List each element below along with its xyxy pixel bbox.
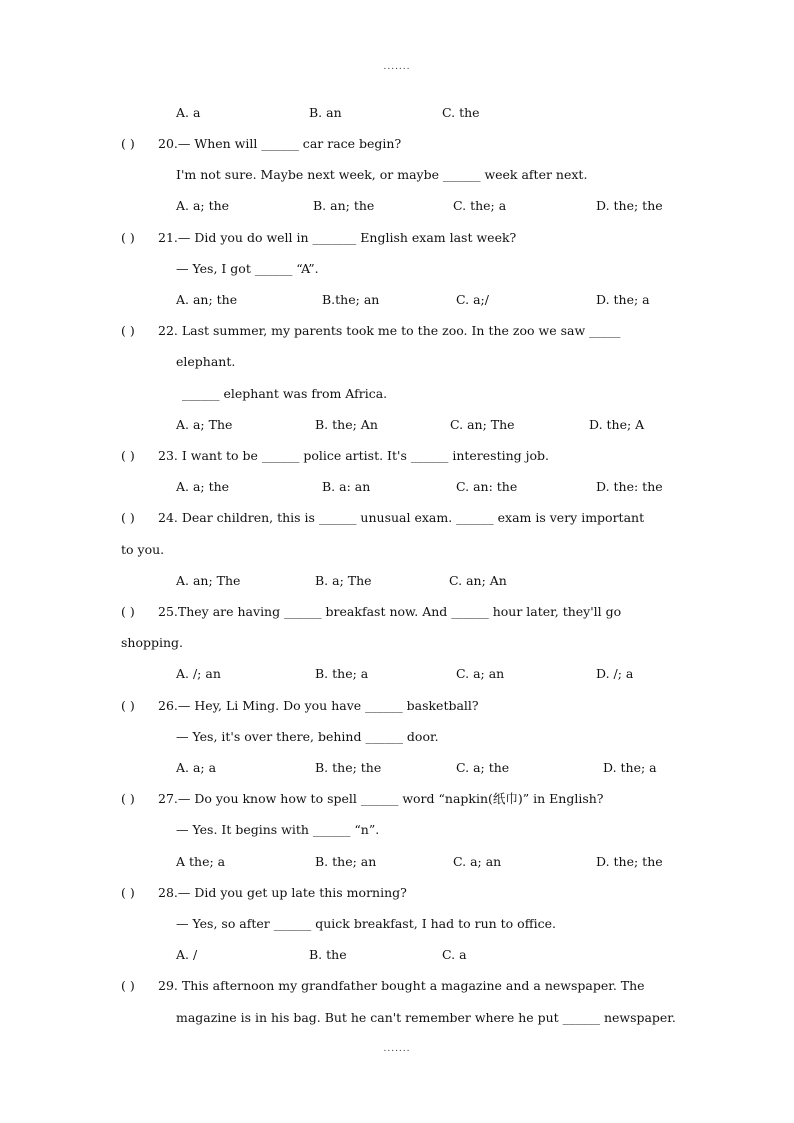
question-text: shopping. <box>121 635 184 650</box>
option-d: D. the; the <box>596 198 663 213</box>
question-text: 28.— Did you get up late this morning? <box>158 885 407 900</box>
option-a: A. /; an <box>176 666 221 681</box>
question-text: — Yes. It begins with ______ “n”. <box>176 822 380 837</box>
option-a: A the; a <box>176 854 226 869</box>
option-a: A. a <box>176 105 201 120</box>
option-c: C. a <box>442 947 467 962</box>
option-d: D. the; the <box>596 854 663 869</box>
question-text: 24. Dear children, this is ______ unusual exam. ______ exam is very important <box>158 510 645 525</box>
option-d: D. the: the <box>596 479 663 494</box>
option-c: C. an; An <box>449 573 507 588</box>
question-text: 27.— Do you know how to spell ______ word “napkin(纸巾)” in English? <box>158 791 604 806</box>
option-b: B. the; a <box>315 666 369 681</box>
question-text: elephant. <box>176 354 236 369</box>
answer-paren: ( ) <box>121 230 135 245</box>
answer-paren: ( ) <box>121 978 135 993</box>
question-text: ______ elephant was from Africa. <box>182 386 388 401</box>
option-a: A. a; The <box>176 417 233 432</box>
option-c: C. an; The <box>450 417 515 432</box>
option-d: D. /; a <box>596 666 634 681</box>
question-text: 22. Last summer, my parents took me to the zoo. In the zoo we saw _____ <box>158 323 621 338</box>
option-a: A. a; the <box>176 479 230 494</box>
answer-paren: ( ) <box>121 136 135 151</box>
option-b: B. an; the <box>313 198 375 213</box>
question-text: 20.— When will ______ car race begin? <box>158 136 402 151</box>
option-c: C. an: the <box>456 479 518 494</box>
option-b: B.the; an <box>322 292 380 307</box>
question-text: I'm not sure. Maybe next week, or maybe ______ week after next. <box>176 167 588 182</box>
option-c: C. a; the <box>456 760 510 775</box>
option-c: C. the <box>442 105 480 120</box>
question-text: 25.They are having ______ breakfast now. And ______ hour later, they'll go <box>158 604 622 619</box>
answer-paren: ( ) <box>121 698 135 713</box>
option-a: A. / <box>176 947 198 962</box>
answer-paren: ( ) <box>121 510 135 525</box>
option-b: B. the <box>309 947 347 962</box>
option-c: C. a; an <box>456 666 505 681</box>
option-d: D. the; a <box>603 760 657 775</box>
option-d: D. the; a <box>596 292 650 307</box>
option-b: B. the; an <box>315 854 377 869</box>
question-text: — Yes, so after ______ quick breakfast, I had to run to office. <box>176 916 556 931</box>
question-text: 23. I want to be ______ police artist. It's ______ interesting job. <box>158 448 549 463</box>
option-b: B. a; The <box>315 573 372 588</box>
answer-paren: ( ) <box>121 885 135 900</box>
option-b: B. a: an <box>322 479 371 494</box>
option-a: A. an; The <box>176 573 241 588</box>
question-text: 21.— Did you do well in _______ English exam last week? <box>158 230 517 245</box>
question-text: — Yes, I got ______ “A”. <box>176 261 319 276</box>
question-text: 29. This afternoon my grandfather bought a magazine and a newspaper. The <box>158 978 645 993</box>
option-b: B. an <box>309 105 342 120</box>
question-text: 26.— Hey, Li Ming. Do you have ______ basketball? <box>158 698 479 713</box>
question-text: — Yes, it's over there, behind ______ door. <box>176 729 439 744</box>
question-text: to you. <box>121 542 165 557</box>
answer-paren: ( ) <box>121 791 135 806</box>
option-b: B. the; the <box>315 760 382 775</box>
option-c: C. a;/ <box>456 292 489 307</box>
option-d: D. the; A <box>589 417 645 432</box>
option-c: C. a; an <box>453 854 502 869</box>
answer-paren: ( ) <box>121 448 135 463</box>
option-b: B. the; An <box>315 417 378 432</box>
option-a: A. a; a <box>176 760 217 775</box>
header-dots: ....... <box>383 62 411 72</box>
option-a: A. an; the <box>176 292 238 307</box>
question-text: magazine is in his bag. But he can't remember where he put ______ newspaper. <box>176 1010 676 1025</box>
footer-dots: ....... <box>383 1044 411 1054</box>
option-a: A. a; the <box>176 198 230 213</box>
answer-paren: ( ) <box>121 604 135 619</box>
answer-paren: ( ) <box>121 323 135 338</box>
option-c: C. the; a <box>453 198 507 213</box>
